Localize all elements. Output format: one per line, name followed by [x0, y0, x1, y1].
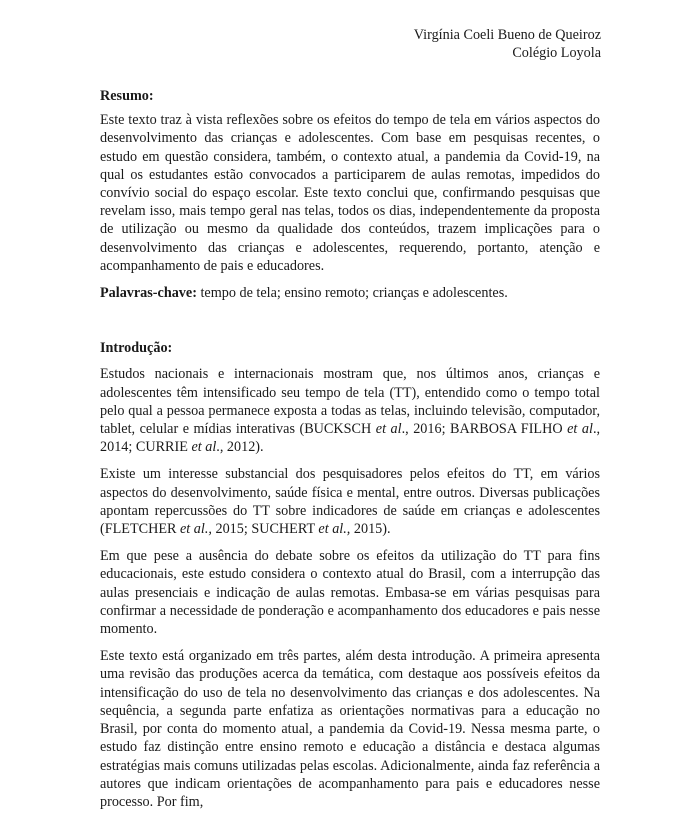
keywords-line [100, 284, 600, 302]
intro-p2-mid: 2015; SUCHERT [215, 521, 315, 538]
intro-p1-mid-1: ., 2016; BARBOSA FILHO [401, 421, 563, 438]
author-block [414, 26, 601, 62]
et-al-3: et al [191, 439, 217, 456]
intro-p2-text: Existe um interesse substancial dos pesquisadores pelos efeitos do TT, em vários aspectos do desenvolvimento, saúde física e mental, entre outros. Diversas publicações apontam repercussões do TT sobre indicadores de saúde em crianças e adolescentes (FLETCHER [100, 466, 600, 538]
author-name: Virgínia Coeli Bueno de Queiroz [413, 27, 601, 43]
abstract-heading: Resumo: [100, 88, 154, 104]
intro-paragraph-3: Em que pese a ausência do debate sobre os efeitos da utilização do TT para fins educacionais, este estudo considera o contexto atual do Brasil, com a interrupção das aulas presenciais e indicação de aulas remotas. Embasa-se em várias pesquisas para confirmar a necessidade de ponderação e acompanhamento dos educadores e pais nesse momento. [100, 548, 600, 638]
keywords-text: tempo de tela; ensino remoto; crianças e adolescentes. [200, 285, 508, 302]
introduction-heading: Introdução: [100, 340, 173, 357]
et-al-1: et al [375, 421, 402, 438]
et-al-2: et al [567, 421, 593, 438]
intro-p1-mid-2: ., 2014; CURRIE [100, 421, 601, 456]
intro-paragraph-1 [100, 365, 600, 456]
intro-p1-end: ., 2012). [216, 439, 264, 456]
intro-paragraph-2 [100, 465, 600, 538]
keywords-label: Palavras-chave: [100, 285, 197, 302]
abstract-text: Este texto traz à vista reflexões sobre os efeitos do tempo de tela em vários aspectos do desenvolvimento das crianças e adolescentes. Com base em pesquisas recentes, o estudo em questão considera, também, o contexto atual, a pandemia da Covid-19, na qual os estudantes estão convocados a participarem de aulas remotas, impedidos do convívio social do espaço escolar. Este texto conclui que, confirmando pesquisas que revelam isso, mais tempo geral nas telas, todos os dias, independentemente da proposta de utilização ou mesmo da qualidade dos conteúdos, trazem implicações para o desenvolvimento das crianças e adolescentes, requerendo, portanto, atenção e acompanhamento de pais e educadores. [100, 112, 600, 274]
intro-paragraph-4: Este texto está organizado em três partes, além desta introdução. A primeira apresenta uma revisão das produções acerca da temática, com destaque aos possíveis efeitos da intensificação do uso de tela no desenvolvimento das crianças e dos adolescentes. Na sequência, a segunda parte enfatiza as orientações normativas para a educação no Brasil, por conta do momento atual, a pandemia da Covid-19. Nessa mesma parte, o estudo faz distinção entre ensino remoto e educação a distância e destaca algumas estratégias mais comuns utilizadas pelas escolas. Adicionalmente, ainda faz referência a autores que indicam orientações de acompanhamento para pais e educadores nesse processo. Por fim, [100, 648, 600, 810]
intro-p1-text: Estudos nacionais e internacionais mostram que, nos últimos anos, crianças e adolescentes têm intensificado seu tempo de tela (TT), entendido como o tempo total pelo qual a pessoa permanece exposta a todas as telas, incluindo televisão, computador, tablet, celular e mídias interativas (BUCKSCH [100, 366, 600, 438]
section-spacer [100, 311, 600, 339]
et-al-5: et al., [318, 521, 351, 538]
et-al-4: et al., [180, 521, 212, 538]
intro-p2-end: 2015). [353, 521, 391, 538]
institution-name: Colégio Loyola [512, 45, 601, 61]
document-body [100, 87, 600, 820]
